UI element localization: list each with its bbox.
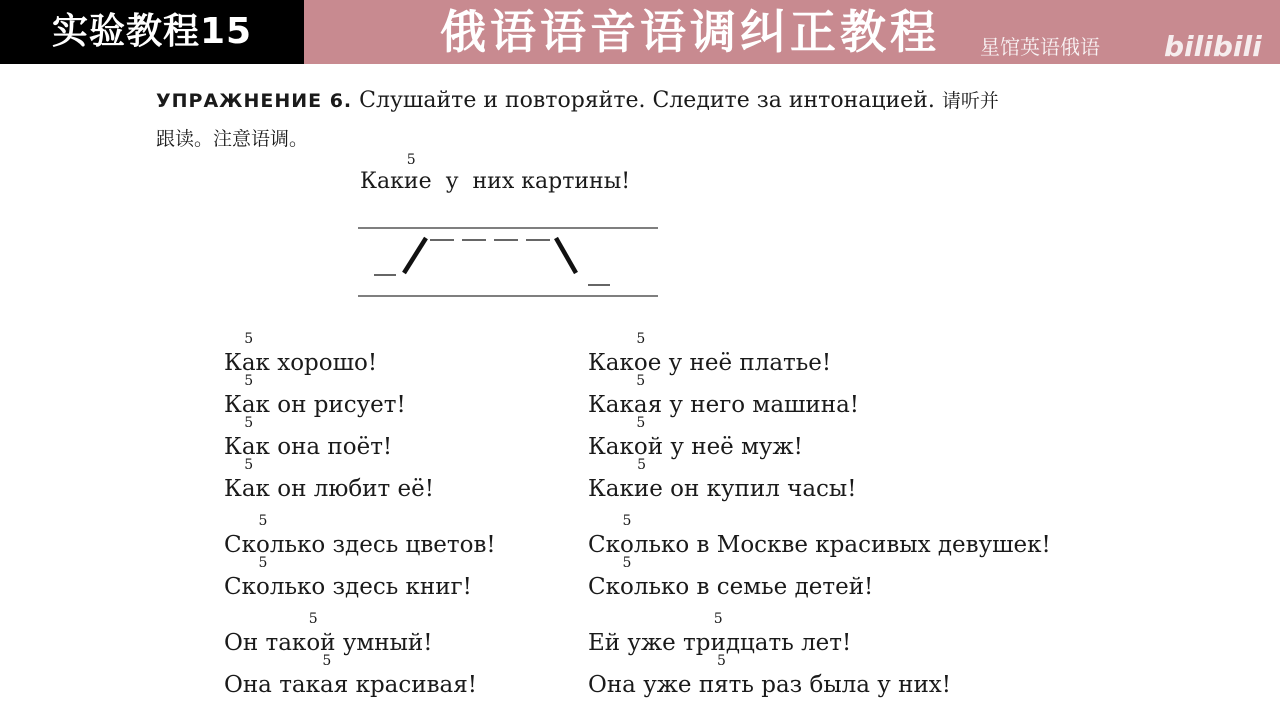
phrase-post: к хорошо! [255,350,378,376]
phrase-row [224,475,434,503]
phrase-pre: Как [588,392,634,418]
stressed-vowel: и 5 [711,629,726,657]
phrase-post: я у него машина! [647,392,860,418]
phrase-row [588,475,856,503]
phrase-pre: Она так [224,672,321,698]
phrase-row [224,671,477,699]
phrase-post: лько здесь цветов! [269,532,496,558]
stressed-vowel: о 5 [256,573,270,601]
stressed-vowel: а 5 [242,391,256,419]
phrase-post: е у неё платье! [647,350,832,376]
phrase-pre: Он так [224,630,307,656]
stressed-vowel: о 5 [634,349,648,377]
course-title: 俄语语音语调纠正教程 [440,5,940,59]
stressed-vowel: о 5 [634,433,648,461]
stressed-vowel: а 5 [320,671,334,699]
phrase-row [224,573,472,601]
exercise-label: УПРАЖНЕНИЕ 6. [156,90,353,112]
bilibili-logo: bilibili [1164,30,1262,63]
stressed-vowel: а 5 [242,349,256,377]
phrase-pre: К [224,350,242,376]
phrase-row [588,433,803,461]
phrase-post: ть раз была у них! [728,672,952,698]
phrase-pre: Как [588,434,634,460]
phrase-post: я красивая! [333,672,478,698]
stressed-vowel: и 5 [634,475,649,503]
stressed-vowel: я 5 [714,671,729,699]
phrase-pre: Ск [588,574,620,600]
phrase-row [588,391,859,419]
exercise-instruction-ru: Слушайте и повторяйте. Следите за интонацией. [359,88,935,113]
stressed-vowel: о 5 [620,531,634,559]
phrase-pre: Как [588,476,634,502]
phrase-pre: Ск [224,574,256,600]
phrase-post: й у неё муж! [647,434,803,460]
phrase-pre: К [224,392,242,418]
phrase-post: к он рисует! [255,392,406,418]
phrase-post: е он купил часы! [649,476,857,502]
phrase-post: лько в семье детей! [633,574,874,600]
phrase-pre: Ей уже тр [588,630,711,656]
stressed-vowel: о 5 [306,629,320,657]
stressed-vowel: а 5 [634,391,648,419]
stressed-vowel: о 5 [256,531,270,559]
example-stressed-vowel: и 5 [404,170,419,194]
phrase-pre: К [224,476,242,502]
phrase-row [588,349,831,377]
phrase-pre: Ск [588,532,620,558]
phrase-row [588,531,1051,559]
example-sentence [360,170,630,194]
rise-stroke [404,238,426,273]
phrase-post: лько в Москве красивых девушек! [633,532,1051,558]
example-pre: Как [360,169,404,194]
phrase-post: к он любит её! [255,476,435,502]
phrase-post: лько здесь книг! [269,574,472,600]
stressed-vowel: о 5 [620,573,634,601]
channel-watermark: 星馆英语俄语 [980,35,1100,59]
example-post: е у них картины! [418,169,631,194]
phrase-post: к она поёт! [255,434,393,460]
phrase-row [588,573,873,601]
fall-stroke [556,238,576,273]
phrase-pre: К [224,434,242,460]
exercise-instruction-zh-1: 请听并 [941,90,999,112]
exercise-instruction-zh-2: 跟读。注意语调。 [156,128,309,150]
phrase-row [588,671,951,699]
intonation-pattern-diagram [356,220,660,300]
phrase-post: й умный! [320,630,433,656]
stressed-vowel: а 5 [242,475,256,503]
phrase-pre: Как [588,350,634,376]
phrase-pre: Ск [224,532,256,558]
phrase-post: дцать лет! [725,630,852,656]
lesson-tag: 实验教程15 [0,0,304,64]
exercise-heading [156,82,1116,158]
stressed-vowel: а 5 [242,433,256,461]
phrase-pre: Она уже п [588,672,715,698]
